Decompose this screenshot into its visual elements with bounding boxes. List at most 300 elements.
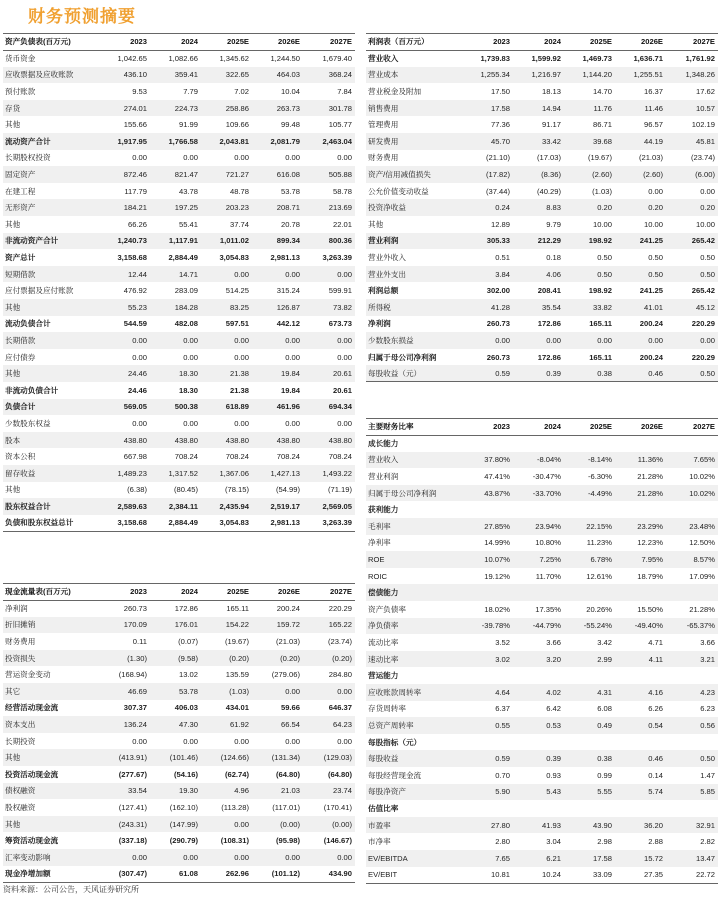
value-cell: 1,011.02	[219, 236, 249, 246]
value-cell: 102.19	[691, 120, 715, 130]
value-cell: 1,216.97	[531, 70, 561, 80]
value-cell: 708.24	[328, 452, 352, 462]
value-cell: 33.82	[592, 302, 612, 312]
value-cell: 1,679.40	[322, 54, 352, 64]
financial-ratios-table	[366, 418, 718, 884]
value-cell: 99.48	[280, 120, 300, 130]
value-cell: (307.47)	[99, 866, 150, 883]
value-cell: 6.23	[700, 704, 715, 714]
value-cell: (71.19)	[327, 485, 352, 495]
value-cell: 1,240.73	[117, 236, 147, 246]
value-cell: 16.37	[643, 87, 663, 97]
value-cell: 708.24	[225, 452, 249, 462]
value-cell: 136.24	[123, 720, 147, 730]
table-row	[3, 166, 355, 183]
table-row	[366, 316, 718, 333]
value-cell: (243.31)	[118, 819, 147, 829]
value-cell: 154.22	[225, 620, 249, 630]
row-label: 长期投资	[5, 736, 36, 746]
source-note: 资料来源：公司公告，天风证券研究所	[3, 885, 139, 894]
value-cell: (21.03)	[275, 637, 300, 647]
value-cell: 0.14	[648, 770, 663, 780]
value-cell: 17.09%	[689, 571, 715, 581]
table-row	[3, 465, 355, 482]
value-cell: 6.42	[546, 704, 561, 714]
value-cell: (8.36)	[541, 170, 561, 180]
table-row	[366, 535, 718, 552]
value-cell: 21.28%	[637, 472, 663, 482]
value-cell: 11.23%	[586, 538, 612, 548]
value-cell: 19.84	[280, 385, 300, 395]
value-cell: 3.04	[546, 837, 561, 847]
row-label: 流动比率	[368, 638, 399, 648]
row-label: 营运资金变动	[5, 670, 51, 680]
table-header-row	[3, 584, 355, 601]
value-cell: 0.59	[495, 754, 510, 764]
value-cell: 0.18	[546, 253, 561, 263]
value-cell: 7.79	[183, 87, 198, 97]
value-cell: 43.87%	[484, 488, 510, 498]
value-cell: (64.80)	[275, 769, 300, 779]
table-row	[3, 216, 355, 233]
value-cell: 13.02	[178, 670, 198, 680]
value-cell: 176.01	[174, 620, 198, 630]
value-cell: 544.59	[123, 319, 147, 329]
value-cell: 23.94%	[535, 521, 561, 531]
row-label: 应收账款周转率	[368, 687, 422, 697]
value-cell: 10.24	[513, 867, 564, 884]
table-row	[366, 67, 718, 84]
value-cell: 0.00	[285, 418, 300, 428]
value-cell: 10.00	[592, 219, 612, 229]
table-row	[366, 800, 718, 817]
table-row	[3, 849, 355, 866]
value-cell: 274.01	[123, 103, 147, 113]
value-cell: (40.29)	[536, 186, 561, 196]
value-cell: 0.46	[648, 754, 663, 764]
row-label: 净负债率	[368, 621, 399, 631]
value-cell: (1.30)	[127, 653, 147, 663]
value-cell: 22.15%	[586, 521, 612, 531]
value-cell: 0.00	[285, 269, 300, 279]
value-cell: 109.66	[225, 120, 249, 130]
value-cell: 3.66	[700, 638, 715, 648]
value-cell: 23.74	[332, 786, 352, 796]
value-cell: 438.80	[328, 435, 352, 445]
value-cell: 12.89	[490, 219, 510, 229]
table-row	[366, 684, 718, 701]
value-cell: 0.00	[546, 335, 561, 345]
value-cell: 21.38	[229, 369, 249, 379]
value-cell	[462, 501, 513, 518]
row-label: 偿债能力	[368, 588, 399, 598]
value-cell	[666, 667, 718, 684]
value-cell: 6.21	[546, 853, 561, 863]
value-cell: 0.00	[337, 335, 352, 345]
value-cell: 23.29%	[637, 521, 663, 531]
value-cell: 0.00	[234, 335, 249, 345]
table-row	[3, 282, 355, 299]
value-cell: 10.81	[462, 867, 513, 884]
value-cell: 212.29	[537, 236, 561, 246]
value-cell: (0.07)	[178, 637, 198, 647]
table-row	[366, 667, 718, 684]
value-cell	[462, 734, 513, 751]
table-title-cell: 利润表（百万元）	[366, 34, 462, 51]
value-cell: 2,463.04	[322, 136, 352, 146]
row-label: 固定资产	[5, 170, 36, 180]
value-cell: 1,042.65	[117, 54, 147, 64]
value-cell: 61.92	[229, 720, 249, 730]
table-row	[366, 468, 718, 485]
value-cell: 0.56	[700, 720, 715, 730]
table-row	[3, 349, 355, 366]
table-row	[3, 600, 355, 617]
value-cell: 19.30	[178, 786, 198, 796]
value-cell: 0.00	[234, 852, 249, 862]
value-cell: 18.02%	[484, 604, 510, 614]
year-header-cell: 2023	[462, 419, 513, 436]
value-cell: 0.00	[132, 852, 147, 862]
value-cell: (95.98)	[275, 836, 300, 846]
year-header-cell: 2026E	[615, 419, 666, 436]
value-cell: 36.20	[643, 820, 663, 830]
value-cell: 0.49	[597, 720, 612, 730]
table-row	[3, 515, 355, 532]
value-cell: 14.71	[178, 269, 198, 279]
value-cell: 55.23	[127, 302, 147, 312]
table-row	[366, 233, 718, 250]
value-cell: 434.01	[225, 703, 249, 713]
table-row	[3, 666, 355, 683]
value-cell: 8.57%	[693, 555, 715, 565]
value-cell: 45.81	[695, 136, 715, 146]
value-cell: 436.10	[123, 70, 147, 80]
value-cell: 0.00	[285, 153, 300, 163]
value-cell: 0.00	[648, 335, 663, 345]
value-cell	[666, 584, 718, 601]
value-cell: 283.09	[174, 286, 198, 296]
value-cell: 27.35	[615, 867, 666, 884]
value-cell: (162.10)	[169, 803, 198, 813]
table-row	[366, 750, 718, 767]
value-cell: 208.71	[276, 203, 300, 213]
value-cell: 0.59	[462, 365, 513, 382]
value-cell: 126.87	[276, 302, 300, 312]
value-cell: 41.28	[490, 302, 510, 312]
row-label: 现金净增加额	[3, 866, 99, 883]
row-label: 净利润	[5, 604, 28, 614]
value-cell	[564, 501, 615, 518]
value-cell: 165.11	[589, 352, 612, 362]
value-cell: 117.79	[124, 186, 147, 196]
table-row	[366, 833, 718, 850]
row-label: 长期股权投资	[5, 153, 51, 163]
value-cell: (113.28)	[221, 803, 249, 813]
value-cell: (78.15)	[224, 485, 249, 495]
year-header-cell: 2023	[99, 584, 150, 601]
table-header-row	[3, 34, 355, 51]
row-label: 存货	[5, 103, 21, 113]
value-cell: 17.58	[592, 853, 612, 863]
value-cell: 197.25	[174, 203, 198, 213]
value-cell: 220.29	[691, 352, 715, 362]
value-cell: (21.03)	[638, 153, 663, 163]
table-row	[3, 382, 355, 399]
year-header-cell: 2027E	[666, 419, 718, 436]
value-cell: 2,435.94	[219, 501, 249, 511]
table-row	[366, 485, 718, 502]
value-cell: 21.28%	[689, 604, 715, 614]
value-cell: -44.79%	[532, 621, 561, 631]
value-cell: 46.69	[127, 686, 147, 696]
table-row	[366, 618, 718, 635]
value-cell: 12.50%	[689, 538, 715, 548]
row-label: 营业利润	[368, 472, 399, 482]
value-cell: 5.85	[700, 787, 715, 797]
table-row	[366, 601, 718, 618]
value-cell: 0.00	[132, 153, 147, 163]
year-header-cell: 2025E	[564, 419, 615, 436]
table-row	[366, 501, 718, 518]
table-row	[3, 498, 355, 515]
value-cell: 3.20	[546, 654, 561, 664]
value-cell: 0.20	[597, 203, 612, 213]
value-cell: (101.46)	[169, 753, 198, 763]
value-cell: 569.05	[123, 402, 147, 412]
value-cell: (17.03)	[536, 153, 561, 163]
value-cell: 14.99%	[484, 538, 510, 548]
value-cell: 77.36	[490, 120, 510, 130]
value-cell	[513, 667, 564, 684]
value-cell: 265.42	[691, 236, 715, 246]
value-cell	[615, 734, 666, 751]
value-cell: 12.61%	[586, 571, 612, 581]
table-row	[366, 349, 718, 366]
row-label: 归属于母公司净利润	[368, 352, 437, 362]
table-row	[3, 683, 355, 700]
value-cell	[615, 800, 666, 817]
row-label: 公允价值变动收益	[368, 186, 429, 196]
value-cell: (117.01)	[272, 803, 300, 813]
row-label: 营业收入	[368, 455, 399, 465]
value-cell: 66.54	[280, 720, 300, 730]
row-label: 应付债券	[5, 352, 36, 362]
value-cell: 260.73	[486, 352, 510, 362]
value-cell: 2,981.13	[270, 253, 300, 263]
value-cell: 18.79%	[637, 571, 663, 581]
value-cell: 597.51	[225, 319, 249, 329]
value-cell	[564, 667, 615, 684]
value-cell: 2,884.49	[168, 253, 198, 263]
balance-sheet-table	[3, 33, 355, 532]
value-cell: 0.00	[337, 418, 352, 428]
row-label: 每股收益（元）	[366, 365, 462, 382]
value-cell: 21.38	[229, 385, 249, 395]
value-cell: 55.41	[178, 219, 198, 229]
value-cell: 3.66	[546, 638, 561, 648]
year-header-cell: 2026E	[615, 34, 666, 51]
value-cell: 10.04	[280, 87, 300, 97]
value-cell: 0.00	[285, 852, 300, 862]
value-cell: 14.94	[541, 103, 561, 113]
value-cell	[615, 501, 666, 518]
value-cell: 53.78	[178, 686, 198, 696]
value-cell: (64.80)	[327, 769, 352, 779]
value-cell: 11.70%	[535, 571, 561, 581]
value-cell: 1,144.20	[582, 70, 612, 80]
value-cell: 667.98	[123, 452, 147, 462]
value-cell: 500.38	[174, 402, 198, 412]
table-row	[3, 50, 355, 67]
value-cell: (290.79)	[169, 836, 198, 846]
value-cell: 21.03	[280, 786, 300, 796]
value-cell: 5.55	[597, 787, 612, 797]
row-label: 营业税金及附加	[368, 87, 422, 97]
value-cell: (2.60)	[643, 170, 663, 180]
value-cell: 6.37	[495, 704, 510, 714]
value-cell	[462, 584, 513, 601]
value-cell: 673.73	[328, 319, 352, 329]
value-cell: 20.61	[332, 385, 352, 395]
table-row	[3, 816, 355, 833]
value-cell: 200.24	[639, 319, 663, 329]
value-cell: 438.80	[123, 435, 147, 445]
value-cell: 2,081.79	[270, 136, 300, 146]
value-cell: 45.12	[695, 302, 715, 312]
table-row	[366, 133, 718, 150]
value-cell: 0.93	[546, 770, 561, 780]
value-cell: 83.25	[229, 302, 249, 312]
value-cell: 434.90	[303, 866, 355, 883]
table-row	[3, 700, 355, 717]
value-cell: (147.99)	[169, 819, 198, 829]
value-cell: 0.50	[666, 365, 718, 382]
value-cell: (19.67)	[224, 637, 249, 647]
table-row	[366, 551, 718, 568]
value-cell: -55.24%	[583, 621, 612, 631]
value-cell: (23.74)	[327, 637, 352, 647]
value-cell: -8.04%	[536, 455, 561, 465]
table-row	[3, 832, 355, 849]
value-cell: 10.00	[695, 219, 715, 229]
value-cell: 2,569.05	[322, 501, 352, 511]
value-cell: 1,761.92	[685, 54, 715, 64]
value-cell: 48.78	[229, 186, 249, 196]
value-cell: 220.29	[328, 604, 352, 614]
table-row	[366, 767, 718, 784]
value-cell: 0.00	[337, 686, 352, 696]
value-cell: 0.00	[132, 418, 147, 428]
table-row	[366, 568, 718, 585]
value-cell: 6.78%	[590, 555, 612, 565]
year-header-cell: 2023	[462, 34, 513, 51]
row-label: 资本公积	[5, 452, 36, 462]
value-cell: (108.31)	[220, 836, 249, 846]
value-cell: 0.39	[546, 754, 561, 764]
value-cell: 0.50	[700, 269, 715, 279]
value-cell: 3,054.83	[219, 253, 249, 263]
value-cell: 1,489.23	[117, 468, 147, 478]
table-row	[366, 150, 718, 167]
value-cell: 170.09	[123, 620, 147, 630]
table-row	[3, 716, 355, 733]
value-cell: -6.30%	[587, 472, 612, 482]
value-cell: 2,884.49	[150, 515, 201, 532]
row-label: 应付票据及应付账款	[5, 286, 74, 296]
value-cell: 37.74	[229, 219, 249, 229]
value-cell: 24.46	[127, 385, 147, 395]
table-row	[366, 83, 718, 100]
value-cell: 19.12%	[484, 571, 510, 581]
value-cell: 15.50%	[637, 604, 663, 614]
value-cell: 44.19	[643, 136, 663, 146]
value-cell: 11.36%	[637, 455, 663, 465]
table-row	[366, 867, 718, 884]
value-cell: 0.00	[234, 269, 249, 279]
value-cell: (54.16)	[173, 769, 198, 779]
table-row	[366, 452, 718, 469]
value-cell: 7.65	[495, 853, 510, 863]
table-row	[366, 50, 718, 67]
value-cell: 0.00	[337, 352, 352, 362]
value-cell: 14.70	[592, 87, 612, 97]
row-label: 应收票据及应收账款	[5, 70, 74, 80]
year-header-cell: 2026E	[252, 584, 303, 601]
year-header-cell: 2023	[99, 34, 150, 51]
table-row	[366, 332, 718, 349]
value-cell: 0.50	[700, 253, 715, 263]
table-row	[366, 701, 718, 718]
value-cell: 10.80%	[535, 538, 561, 548]
value-cell: 200.24	[276, 604, 300, 614]
value-cell: 41.93	[541, 820, 561, 830]
value-cell: -8.14%	[587, 455, 612, 465]
row-label: 营业收入	[368, 54, 399, 64]
value-cell: 37.80%	[484, 455, 510, 465]
value-cell	[666, 800, 718, 817]
value-cell: -49.40%	[634, 621, 663, 631]
table-row	[366, 584, 718, 601]
row-label: 少数股东权益	[5, 418, 51, 428]
page-title: 财务预测摘要	[28, 7, 136, 26]
row-label: 在建工程	[5, 186, 36, 196]
value-cell: 0.11	[132, 637, 147, 647]
value-cell: 3.21	[700, 654, 715, 664]
row-label: 债权融资	[5, 786, 36, 796]
row-label: 资产总计	[5, 253, 36, 263]
value-cell: 3,263.39	[322, 253, 352, 263]
value-cell: 7.95%	[641, 555, 663, 565]
value-cell: 438.80	[225, 435, 249, 445]
table-row	[366, 183, 718, 200]
value-cell: 1,244.50	[270, 54, 300, 64]
value-cell: 10.00	[643, 219, 663, 229]
value-cell: 91.99	[178, 120, 198, 130]
row-label: 其他	[5, 485, 21, 495]
value-cell: 53.78	[280, 186, 300, 196]
value-cell: 2,519.17	[270, 501, 300, 511]
value-cell: 0.00	[234, 736, 249, 746]
value-cell: 1,345.62	[219, 54, 249, 64]
value-cell	[513, 734, 564, 751]
row-label: 流动负债合计	[5, 319, 51, 329]
value-cell: 155.66	[123, 120, 147, 130]
row-label: 营业外收入	[368, 253, 406, 263]
value-cell: 265.42	[691, 286, 715, 296]
value-cell: 3,263.39	[303, 515, 355, 532]
value-cell: 96.57	[643, 120, 663, 130]
